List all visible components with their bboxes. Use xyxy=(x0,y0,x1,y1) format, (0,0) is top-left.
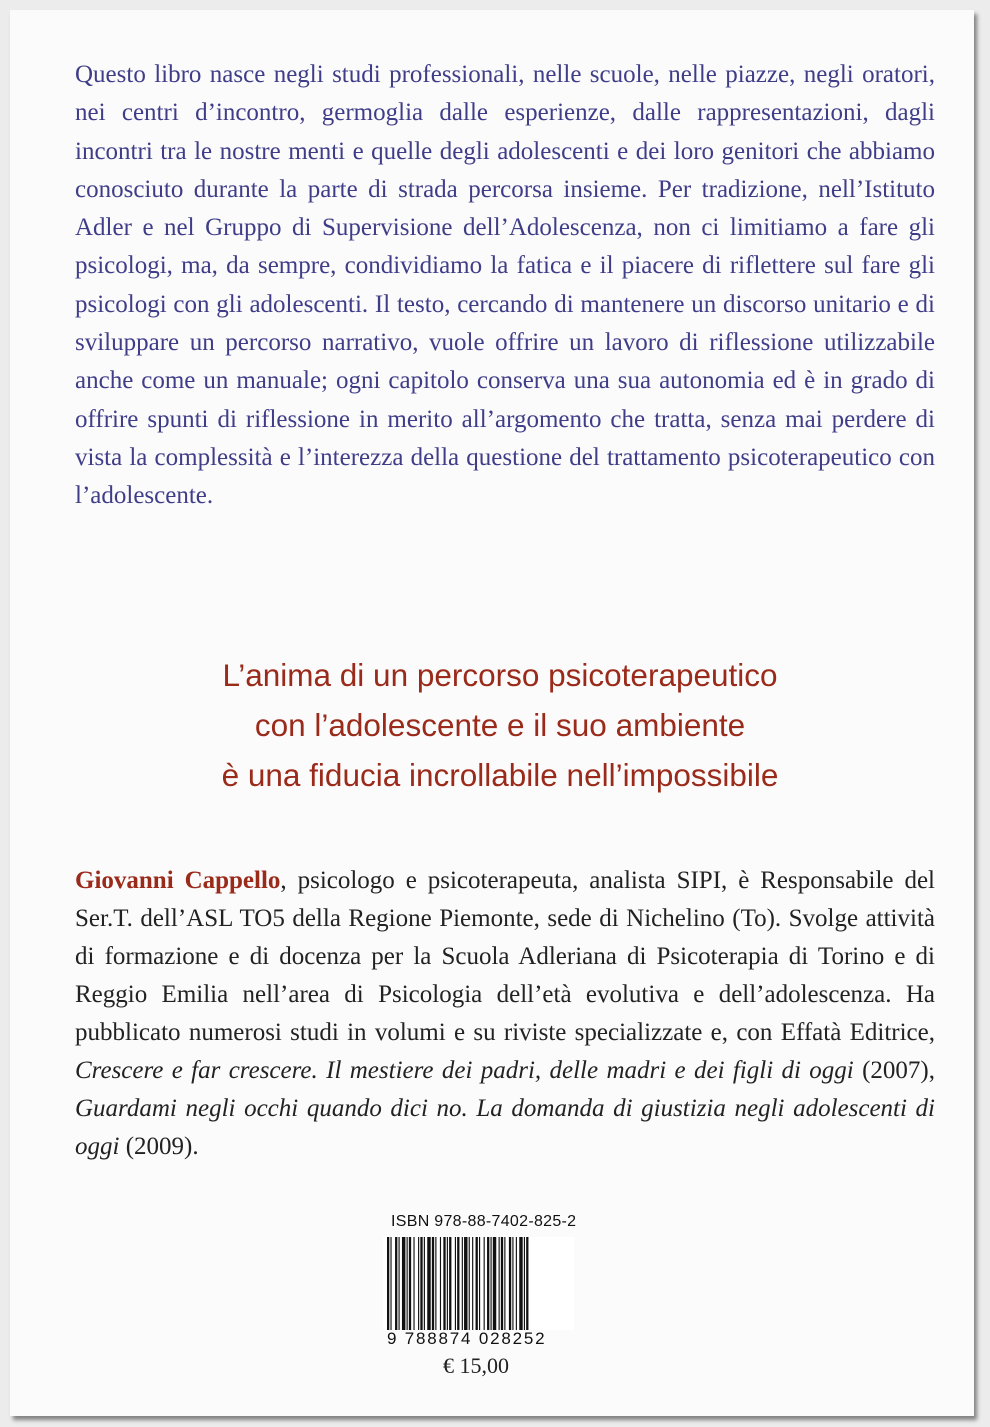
author-name: Giovanni Cappello xyxy=(75,867,281,894)
book-title-2: Guardami negli occhi quando dici no. La domanda di giustizia negli adolescenti di oggi xyxy=(75,1095,935,1160)
barcode-bar xyxy=(455,1237,456,1330)
barcode-bar xyxy=(509,1237,511,1330)
barcode-bar xyxy=(526,1237,528,1330)
barcode-bar xyxy=(432,1237,434,1330)
barcode-bars xyxy=(383,1237,574,1330)
barcode-bar xyxy=(435,1237,436,1330)
barcode-bar xyxy=(418,1237,419,1330)
tagline xyxy=(70,650,930,800)
barcode-bar xyxy=(493,1237,496,1330)
bio-text-1: , psicologo e psicoterapeuta, analista SIPI, è Responsabile del Ser.T. dell’ASL TO5 della Regione Piemonte, sede di Nichelino (To). Svolge attività di formazione e di docenza per la Scuola Adleriana di Psicoterapia di Torino e di Reggio Emilia nell’area di Psicologia dell’età evolutiva e dell’adolescenza. Ha pubblicato numerosi studi in volumi e su riviste specializzate e, con Effatà Editrice, xyxy=(75,867,935,1046)
tagline-line-2: con l’adolescente e il suo ambiente xyxy=(254,707,746,743)
barcode-bar xyxy=(447,1237,448,1330)
barcode-bar xyxy=(479,1237,480,1330)
barcode-bar xyxy=(487,1237,489,1330)
barcode-bar xyxy=(462,1237,463,1330)
barcode-bar xyxy=(512,1237,513,1330)
barcode-bar xyxy=(449,1237,451,1330)
barcode-bar xyxy=(399,1237,400,1330)
barcode-bar xyxy=(440,1237,441,1330)
author-bio xyxy=(75,862,935,1166)
price: € 15,00 xyxy=(443,1353,509,1378)
blurb-paragraph: Questo libro nasce negli studi professionali, nelle scuole, nelle piazze, negli oratori, nei centri d’incontro, germoglia dalle esperienze, dalle rappresentazioni, dagli incontri tra le nostre menti e quelle degli adolescenti e dei loro genitori che abbiamo conosciuto durante la parte di strada percorsa insieme. Per tradizione, nell’Istituto Adler e nel Gruppo di Supervisione dell’Adolescenza, non ci limitiamo a fare gli psicologi, ma, da sempre, condividiamo la fatica e il piacere di riflettere sul fare gli psicologi con gli adolescenti. Il testo, cercando di mantenere un discorso unitario e di sviluppare un percorso narrativo, vuole offrire un lavoro di riflessione utilizzabile anche come un manuale; ogni capitolo conserva una sua autonomia ed è in grado di offrire spunti di riflessione in merito all’argomento che tratta, senza mai perdere di vista la complessità e l’interezza della questione del trattamento psicoterapeutico con l’adolescente. xyxy=(75,61,935,510)
barcode-bar xyxy=(491,1237,492,1330)
barcode-bar xyxy=(390,1237,391,1330)
barcode-bar xyxy=(499,1237,500,1330)
barcode-bar xyxy=(484,1237,485,1330)
barcode-bar xyxy=(413,1237,414,1330)
barcode-bar xyxy=(501,1237,503,1330)
barcode-digits: 9 788874 028252 xyxy=(387,1329,547,1348)
book-back-cover xyxy=(10,10,974,1416)
barcode-bar xyxy=(457,1237,459,1330)
barcode-bar xyxy=(464,1237,467,1330)
bio-text-2: (2007), xyxy=(853,1057,935,1084)
barcode-bar xyxy=(476,1237,478,1330)
barcode-bar xyxy=(519,1237,522,1330)
barcode-bar xyxy=(424,1237,425,1330)
barcode-bar xyxy=(524,1237,525,1330)
book-title-1: Crescere e far crescere. Il mestiere dei padri, delle madri e dei figli di oggi xyxy=(75,1057,854,1084)
barcode-bar xyxy=(402,1237,405,1330)
barcode-bar xyxy=(407,1237,408,1330)
barcode-bar xyxy=(420,1237,422,1330)
barcode-bar xyxy=(395,1237,397,1330)
barcode-bar xyxy=(427,1237,430,1330)
barcode-bar xyxy=(409,1237,411,1330)
barcode-bar xyxy=(516,1237,517,1330)
tagline-line-3: è una fiducia incrollabile nell’impossibile xyxy=(221,757,779,793)
barcode-bar xyxy=(504,1237,505,1330)
tagline-line-1: L’anima di un percorso psicoterapeutico xyxy=(222,657,778,693)
isbn-label: ISBN 978-88-7402-825-2 xyxy=(391,1213,577,1230)
barcode xyxy=(383,1237,574,1330)
bio-text-3: (2009). xyxy=(119,1133,199,1160)
barcode-bar xyxy=(469,1237,470,1330)
barcode-bar xyxy=(387,1237,389,1330)
barcode-bar xyxy=(472,1237,473,1330)
barcode-bar xyxy=(443,1237,445,1330)
